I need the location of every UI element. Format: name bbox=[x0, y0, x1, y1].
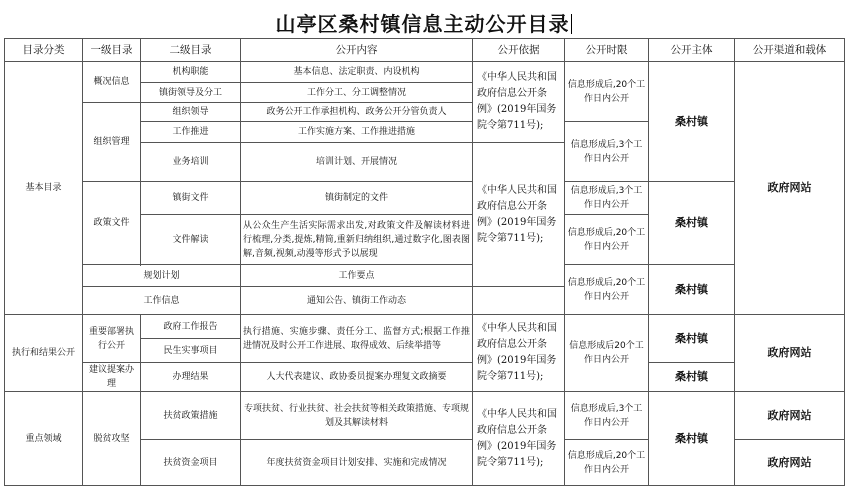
period-cell: 信息形成后20个工作日内公开 bbox=[565, 315, 649, 392]
header-basis: 公开依据 bbox=[473, 39, 565, 62]
channel-cell: 政府网站 bbox=[735, 62, 845, 315]
table-row bbox=[5, 265, 845, 287]
level2-cell: 镇街文件 bbox=[141, 182, 241, 215]
channel-cell: 政府网站 bbox=[735, 392, 845, 440]
content-cell: 人大代表建议、政协委员提案办理复文政摘要 bbox=[241, 363, 473, 392]
basis-cell: 《中华人民共和国政府信息公开条例》(2019年国务院令第711号); bbox=[473, 143, 565, 287]
table-row bbox=[5, 315, 845, 339]
subject-cell: 桑村镇 bbox=[649, 182, 735, 265]
period-cell: 信息形成后,3个工作日内公开 bbox=[565, 122, 649, 182]
level2-cell: 组织领导 bbox=[141, 103, 241, 122]
catalog-table bbox=[4, 38, 845, 486]
level2-cell: 业务培训 bbox=[141, 143, 241, 182]
subject-cell: 桑村镇 bbox=[649, 62, 735, 182]
level1-work-info: 工作信息 bbox=[83, 287, 241, 315]
section-basic: 基本目录 bbox=[5, 62, 83, 315]
content-cell: 年度扶贫资金项目计划安排、实施和完成情况 bbox=[241, 440, 473, 486]
header-level2: 二级目录 bbox=[141, 39, 241, 62]
level2-cell: 办理结果 bbox=[141, 363, 241, 392]
channel-cell: 政府网站 bbox=[735, 315, 845, 392]
level2-cell: 政府工作报告 bbox=[141, 315, 241, 339]
content-cell: 专项扶贫、行业扶贫、社会扶贫等相关政策措施、专项规划及其解读材料 bbox=[241, 392, 473, 440]
content-cell: 执行措施、实施步骤、责任分工、监督方式;根据工作推进情况及时公开工作进展、取得成效、后续举措等 bbox=[241, 315, 473, 363]
content-cell: 镇街制定的文件 bbox=[241, 182, 473, 215]
subject-cell: 桑村镇 bbox=[649, 315, 735, 363]
period-cell: 信息形成后,20个工作日内公开 bbox=[565, 440, 649, 486]
table-row bbox=[5, 363, 845, 392]
basis-cell: 《中华人民共和国政府信息公开条例》(2019年国务院令第711号); bbox=[473, 392, 565, 486]
content-cell: 基本信息、法定职责、内设机构 bbox=[241, 62, 473, 83]
period-cell: 信息形成后,20个工作日内公开 bbox=[565, 62, 649, 122]
header-row bbox=[5, 39, 845, 62]
level1-major: 重要部署执行公开 bbox=[83, 315, 141, 363]
subject-cell: 桑村镇 bbox=[649, 392, 735, 486]
content-cell: 从公众生产生活实际需求出发,对政策文件及解读材料进行梳理,分类,提炼,精简,重新归纳组织,通过数字化,图表图解,音频,视频,动漫等形式予以展现 bbox=[241, 215, 473, 265]
subject-cell: 桑村镇 bbox=[649, 363, 735, 392]
content-cell: 通知公告、镇街工作动态 bbox=[241, 287, 473, 315]
section-exec: 执行和结果公开 bbox=[5, 315, 83, 392]
level1-planning: 规划计划 bbox=[83, 265, 241, 287]
channel-cell: 政府网站 bbox=[735, 440, 845, 486]
level1-proposal: 建议提案办理 bbox=[83, 363, 141, 392]
level1-policy: 政策文件 bbox=[83, 182, 141, 265]
header-channel: 公开渠道和载体 bbox=[735, 39, 845, 62]
page-title: 山亭区桑村镇信息主动公开目录 bbox=[275, 12, 570, 36]
header-level1: 一级目录 bbox=[83, 39, 141, 62]
content-cell: 培训计划、开展情况 bbox=[241, 143, 473, 182]
period-cell: 信息形成后,20个工作日内公开 bbox=[565, 215, 649, 265]
period-cell: 信息形成后,3个工作日内公开 bbox=[565, 392, 649, 440]
content-cell: 工作实施方案、工作推进措施 bbox=[241, 122, 473, 143]
header-period: 公开时限 bbox=[565, 39, 649, 62]
level2-cell: 民生实事项目 bbox=[141, 339, 241, 363]
level2-cell: 文件解读 bbox=[141, 215, 241, 265]
basis-cell: 《中华人民共和国政府信息公开条例》(2019年国务院令第711号); bbox=[473, 62, 565, 143]
content-cell: 政务公开工作承担机构、政务公开分管负责人 bbox=[241, 103, 473, 122]
table-row bbox=[5, 182, 845, 215]
level2-cell: 机构职能 bbox=[141, 62, 241, 83]
section-focus: 重点领域 bbox=[5, 392, 83, 486]
content-cell: 工作分工、分工调整情况 bbox=[241, 83, 473, 103]
table-row bbox=[5, 392, 845, 440]
header-subject: 公开主体 bbox=[649, 39, 735, 62]
subject-cell: 桑村镇 bbox=[649, 265, 735, 315]
period-cell: 信息形成后,20个工作日内公开 bbox=[565, 265, 649, 315]
basis-cell: 《中华人民共和国政府信息公开条例》(2019年国务院令第711号); bbox=[473, 315, 565, 392]
content-cell: 工作要点 bbox=[241, 265, 473, 287]
header-content: 公开内容 bbox=[241, 39, 473, 62]
table-row bbox=[5, 62, 845, 83]
level1-poverty: 脱贫攻坚 bbox=[83, 392, 141, 486]
header-category: 目录分类 bbox=[5, 39, 83, 62]
level2-cell: 镇街领导及分工 bbox=[141, 83, 241, 103]
period-cell: 信息形成后,3个工作日内公开 bbox=[565, 182, 649, 215]
text-cursor bbox=[571, 14, 572, 34]
level2-cell: 工作推进 bbox=[141, 122, 241, 143]
level2-cell: 扶贫政策措施 bbox=[141, 392, 241, 440]
level1-overview: 概况信息 bbox=[83, 62, 141, 103]
level1-org: 组织管理 bbox=[83, 103, 141, 182]
level2-cell: 扶贫资金项目 bbox=[141, 440, 241, 486]
